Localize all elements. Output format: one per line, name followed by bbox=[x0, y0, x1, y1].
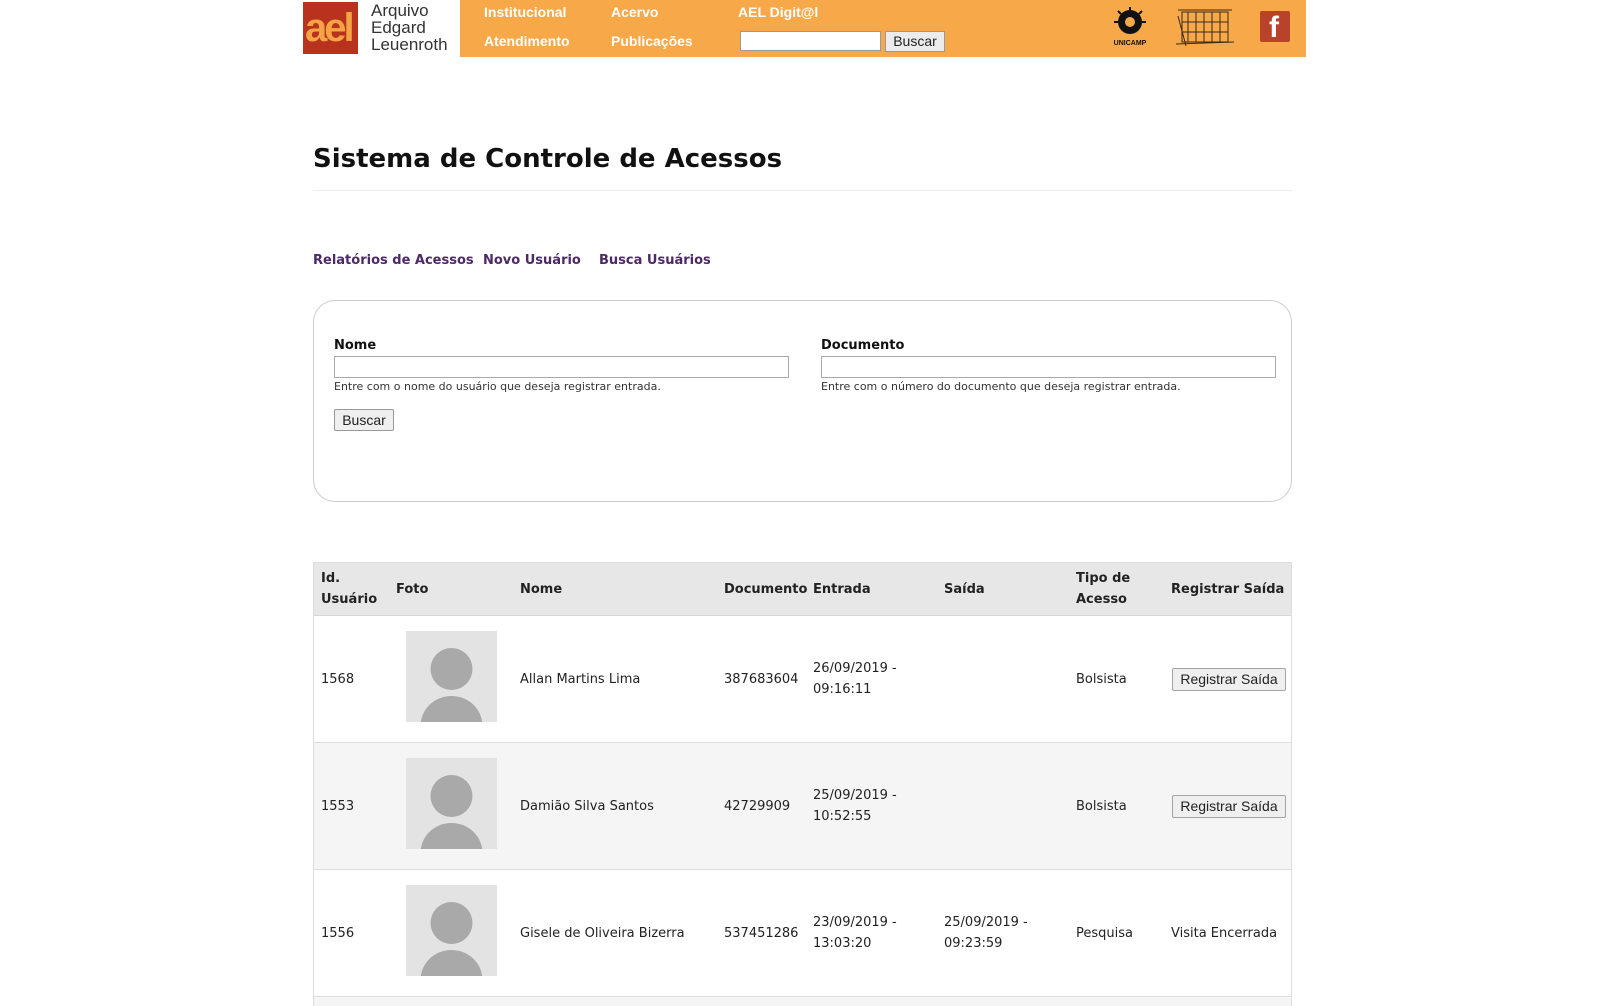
nav-ael-digital[interactable]: AEL Digit@l bbox=[738, 4, 819, 20]
ael-logo[interactable] bbox=[303, 2, 459, 56]
header-registrar-saida: Registrar Saída bbox=[1171, 582, 1285, 597]
cell-tipo: Bolsista bbox=[1076, 672, 1127, 687]
cell-saida: 25/09/2019 - 09:23:59 bbox=[944, 915, 1028, 951]
header-search-input[interactable] bbox=[740, 31, 881, 51]
unicamp-logo[interactable] bbox=[1108, 6, 1152, 48]
cell-nome: Damião Silva Santos bbox=[520, 799, 654, 814]
cell-tipo: Pesquisa bbox=[1076, 926, 1133, 941]
site-header bbox=[303, 0, 1306, 57]
tab-busca-usuarios[interactable]: Busca Usuários bbox=[599, 253, 711, 268]
header-entrada: Entrada bbox=[813, 582, 871, 597]
cell-tipo: Bolsista bbox=[1076, 799, 1127, 814]
cell-nome: Allan Martins Lima bbox=[520, 672, 641, 687]
cell-id: 1553 bbox=[321, 799, 355, 814]
documento-label: Documento bbox=[821, 338, 905, 353]
page-title: Sistema de Controle de Acessos bbox=[313, 144, 783, 174]
registrar-saida-button[interactable]: Registrar Saída bbox=[1172, 795, 1286, 818]
title-divider bbox=[313, 190, 1292, 191]
nome-label: Nome bbox=[334, 338, 377, 353]
table-row bbox=[314, 870, 1291, 997]
header-tipo-acesso: Tipo de Acesso bbox=[1076, 571, 1131, 607]
buscar-button[interactable]: Buscar bbox=[334, 409, 394, 431]
registrar-saida-button[interactable]: Registrar Saída bbox=[1172, 668, 1286, 691]
table-header bbox=[314, 563, 1291, 616]
nav-acervo[interactable]: Acervo bbox=[611, 4, 659, 20]
ael-logo-text: Arquivo Edgard Leuenroth bbox=[371, 1, 448, 54]
documento-help-text: Entre com o número do documento que deseja registrar entrada. bbox=[821, 380, 1181, 393]
cell-documento: 42729909 bbox=[724, 799, 791, 814]
cell-documento: 537451286 bbox=[724, 926, 799, 941]
nav-atendimento[interactable]: Atendimento bbox=[484, 33, 570, 49]
documento-input[interactable] bbox=[821, 356, 1276, 378]
tab-relatorios-acessos[interactable]: Relatórios de Acessos bbox=[313, 253, 474, 268]
header-nome: Nome bbox=[520, 582, 563, 597]
header-saida: Saída bbox=[944, 582, 985, 597]
nome-help-text: Entre com o nome do usuário que deseja registrar entrada. bbox=[334, 380, 661, 393]
table-row bbox=[314, 616, 1291, 743]
header-search-button[interactable]: Buscar bbox=[885, 31, 945, 52]
header-id-usuario: Id. Usuário bbox=[321, 571, 378, 607]
cell-entrada: 25/09/2019 - 10:52:55 bbox=[813, 788, 897, 824]
building-sketch-logo[interactable] bbox=[1174, 6, 1234, 48]
unicamp-label: UNICAMP bbox=[1113, 40, 1147, 47]
person-placeholder-icon bbox=[406, 885, 497, 976]
table-row bbox=[314, 743, 1291, 870]
facebook-icon[interactable]: f bbox=[1260, 11, 1290, 42]
cell-nome: Gisele de Oliveira Bizerra bbox=[520, 926, 685, 941]
header-bar bbox=[460, 0, 1306, 57]
visita-encerrada-status: Visita Encerrada bbox=[1171, 926, 1278, 941]
avatar bbox=[406, 758, 497, 849]
header-foto: Foto bbox=[396, 582, 429, 597]
person-placeholder-icon bbox=[406, 758, 497, 849]
cell-id: 1556 bbox=[321, 926, 355, 941]
search-form-panel bbox=[313, 300, 1292, 502]
avatar bbox=[406, 631, 497, 722]
ael-logo-mark: ael bbox=[303, 2, 358, 54]
table-row bbox=[314, 997, 1291, 1006]
header-documento: Documento bbox=[724, 582, 808, 597]
cell-entrada: 26/09/2019 - 09:16:11 bbox=[813, 661, 897, 697]
person-placeholder-icon bbox=[406, 631, 497, 722]
cell-entrada: 23/09/2019 - 13:03:20 bbox=[813, 915, 897, 951]
cell-id: 1568 bbox=[321, 672, 355, 687]
avatar bbox=[406, 885, 497, 976]
nome-input[interactable] bbox=[334, 356, 789, 378]
tab-novo-usuario[interactable]: Novo Usuário bbox=[483, 253, 581, 268]
nav-institucional[interactable]: Institucional bbox=[484, 4, 567, 20]
cell-documento: 387683604 bbox=[724, 672, 799, 687]
access-table bbox=[313, 562, 1292, 1006]
nav-publicacoes[interactable]: Publicações bbox=[611, 33, 693, 49]
